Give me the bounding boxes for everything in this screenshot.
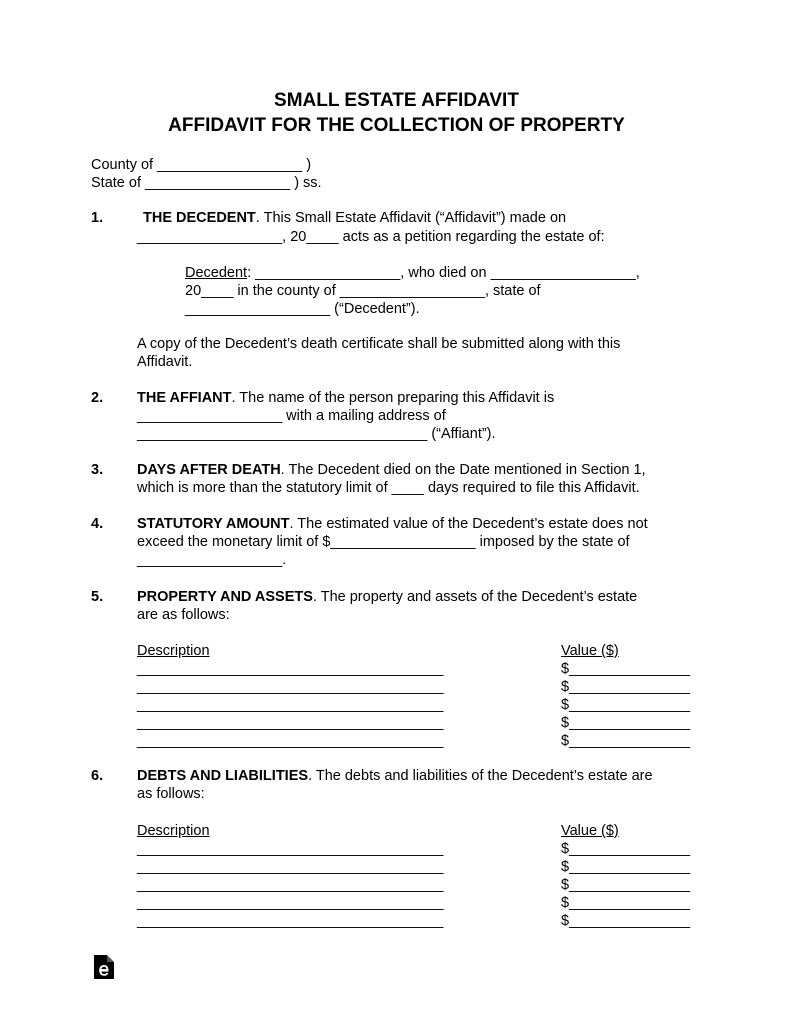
debt-row-value: $_______________ [561,895,691,911]
section-2-number: 2. [91,390,104,406]
death-certificate-note-2: Affidavit. [137,354,193,370]
asset-row-value: $_______________ [561,661,691,677]
death-certificate-note-1: A copy of the Decedent’s death certificate shall be submitted along with this [137,336,621,352]
debt-row-desc: ______________________________________ [137,877,444,893]
section-1-heading: THE DECEDENT [143,210,256,226]
section-2-line-1: THE AFFIANT. The name of the person preparing this Affidavit is [137,390,555,406]
assets-description-header: Description [137,643,210,659]
section-1-line-2: __________________, 20____ acts as a petition regarding the estate of: [137,229,605,245]
state-line: State of __________________ ) ss. [91,175,322,191]
asset-row-desc: ______________________________________ [137,679,444,695]
section-5-heading: PROPERTY AND ASSETS [137,589,313,605]
section-3-heading: DAYS AFTER DEATH [137,462,281,478]
section-4-line-3: __________________. [137,552,287,568]
asset-row-desc: ______________________________________ [137,697,444,713]
county-line: County of __________________ ) [91,157,312,173]
section-6-line-1: DEBTS AND LIABILITIES. The debts and liabilities of the Decedent’s estate are [137,768,653,784]
assets-value-header: Value ($) [561,643,619,659]
section-2-heading: THE AFFIANT [137,390,232,406]
debt-row-value: $_______________ [561,859,691,875]
debt-row-desc: ______________________________________ [137,913,444,929]
asset-row-value: $_______________ [561,679,691,695]
document-title: SMALL ESTATE AFFIDAVIT [274,90,519,111]
section-3-line-1: DAYS AFTER DEATH. The Decedent died on the Date mentioned in Section 1, [137,462,646,478]
asset-row-value: $_______________ [561,715,691,731]
debts-description-header: Description [137,823,210,839]
section-6-number: 6. [91,768,104,784]
section-6-heading: DEBTS AND LIABILITIES [137,768,309,784]
section-4-line-1: STATUTORY AMOUNT. The estimated value of the Decedent’s estate does not [137,516,648,532]
section-2-line-2: __________________ with a mailing address of [137,408,446,424]
decedent-county-line: 20____ in the county of __________________, state of [185,283,541,299]
debt-row-value: $_______________ [561,841,691,857]
section-5-line-1: PROPERTY AND ASSETS. The property and assets of the Decedent’s estate [137,589,638,605]
section-3-number: 3. [91,462,104,478]
decedent-label: Decedent [185,265,248,281]
asset-row-value: $_______________ [561,697,691,713]
debt-row-desc: ______________________________________ [137,859,444,875]
debts-value-header: Value ($) [561,823,619,839]
section-1-number: 1. [91,210,104,226]
debt-row-value: $_______________ [561,913,691,929]
section-1-line-1: THE DECEDENT. This Small Estate Affidavit (“Affidavit”) made on [143,210,567,226]
decedent-line: Decedent: __________________, who died on __________________, [185,265,640,281]
section-4-line-2: exceed the monetary limit of $__________________ imposed by the state of [137,534,630,550]
section-5-number: 5. [91,589,104,605]
section-5-line-2: are as follows: [137,607,230,623]
section-3-line-2: which is more than the statutory limit of ____ days required to file this Affidavit. [137,480,640,496]
section-2-line-3: ____________________________________ (“Affiant”). [137,426,496,442]
section-4-heading: STATUTORY AMOUNT [137,516,290,532]
debt-row-value: $_______________ [561,877,691,893]
document-subtitle: AFFIDAVIT FOR THE COLLECTION OF PROPERTY [168,115,625,136]
section-6-line-2: as follows: [137,786,205,802]
section-4-number: 4. [91,516,104,532]
asset-row-desc: ______________________________________ [137,661,444,677]
asset-row-desc: ______________________________________ [137,715,444,731]
debt-row-desc: ______________________________________ [137,895,444,911]
debt-row-desc: ______________________________________ [137,841,444,857]
eforms-logo-icon [93,954,115,980]
asset-row-value: $_______________ [561,733,691,749]
asset-row-desc: ______________________________________ [137,733,444,749]
decedent-state-line: __________________ (“Decedent”). [185,301,420,317]
